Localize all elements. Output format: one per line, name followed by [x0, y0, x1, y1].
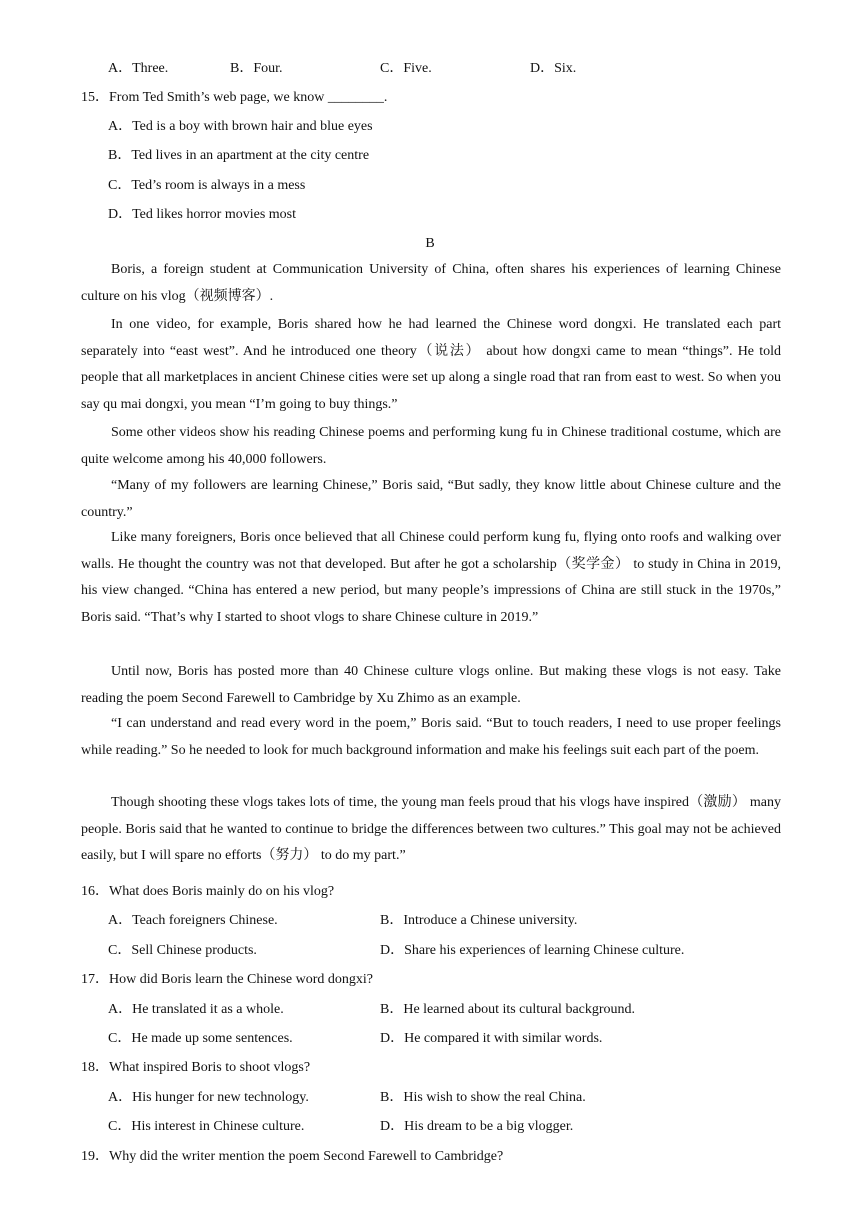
q18-option-d[interactable]: D．His dream to be a big vlogger.: [380, 1119, 574, 1134]
q14-option-b[interactable]: B．Four.: [230, 61, 283, 76]
passage-paragraph-4: “Many of my followers are learning Chinese,” Boris said, “But sadly, they know little about Chinese culture and the country.”: [81, 478, 781, 520]
q14-option-c[interactable]: C．Five.: [380, 61, 432, 76]
q15-option-b[interactable]: B．Ted lives in an apartment at the city centre: [108, 148, 370, 163]
q18-option-b[interactable]: B．His wish to show the real China.: [380, 1090, 586, 1105]
q18-option-a[interactable]: A．His hunger for new technology.: [108, 1090, 309, 1105]
q17-option-b[interactable]: B．He learned about its cultural background.: [380, 1002, 636, 1017]
q18-option-c[interactable]: C．His interest in Chinese culture.: [108, 1119, 305, 1134]
passage-paragraph-3: Some other videos show his reading Chinese poems and performing kung fu in Chinese traditional costume, which are quite welcome among his 40,000 followers.: [81, 425, 781, 467]
q14-option-a[interactable]: A．Three.: [108, 61, 169, 76]
q16-option-d[interactable]: D．Share his experiences of learning Chinese culture.: [380, 943, 685, 958]
q15-option-c[interactable]: C．Ted’s room is always in a mess: [108, 178, 306, 193]
q17-option-d[interactable]: D．He compared it with similar words.: [380, 1031, 603, 1046]
q17-option-a[interactable]: A．He translated it as a whole.: [108, 1002, 284, 1017]
q14-option-d[interactable]: D．Six.: [530, 61, 577, 76]
q15-option-a[interactable]: A．Ted is a boy with brown hair and blue eyes: [108, 119, 373, 134]
section-label: B: [425, 236, 435, 251]
q16-option-b[interactable]: B．Introduce a Chinese university.: [380, 913, 578, 928]
q17-stem: 17．How did Boris learn the Chinese word dongxi?: [81, 972, 374, 987]
passage-paragraph-8: Though shooting these vlogs takes lots of time, the young man feels proud that his vlogs have inspired（激励） many people. Boris said that he wanted to continue to bridge the differences between two cultures.” This goal may not be achieved easily, but I will spare no efforts（努力） to do my part.”: [81, 795, 781, 863]
q15-stem: 15．From Ted Smith’s web page, we know ________.: [81, 90, 388, 105]
q17-option-c[interactable]: C．He made up some sentences.: [108, 1031, 293, 1046]
passage-paragraph-6: Until now, Boris has posted more than 40 Chinese culture vlogs online. But making these vlogs is not easy. Take reading the poem Second Farewell to Cambridge by Xu Zhimo as an example.: [81, 664, 781, 706]
q18-stem: 18．What inspired Boris to shoot vlogs?: [81, 1060, 311, 1075]
passage-paragraph-2: In one video, for example, Boris shared how he had learned the Chinese word dongxi. He translated each part separately into “east west”. And he introduced one theory（说法） about how dongxi came to mean “things”. He told people that all marketplaces in ancient Chinese cities were set up along a single road that ran from east to west. So when you say qu mai dongxi, you mean “I’m going to buy things.”: [81, 317, 781, 412]
passage-paragraph-7: “I can understand and read every word in the poem,” Boris said. “But to touch readers, I need to use proper feelings while reading.” So he needed to look for much background information and make his feelings suit each part of the poem.: [81, 716, 781, 758]
passage-paragraph-1: Boris, a foreign student at Communication University of China, often shares his experiences of learning Chinese culture on his vlog（视频博客）.: [81, 262, 781, 304]
q16-option-a[interactable]: A．Teach foreigners Chinese.: [108, 913, 278, 928]
q19-stem: 19．Why did the writer mention the poem Second Farewell to Cambridge?: [81, 1149, 504, 1164]
passage-paragraph-5: Like many foreigners, Boris once believed that all Chinese could perform kung fu, flying onto roofs and walking over walls. He thought the country was not that developed. But after he got a scholarship（奖学金） to study in China in 2019, his view changed. “China has entered a new period, but many people’s impressions of China are still stuck in the 1970s,” Boris said. “That’s why I started to shoot vlogs to share Chinese culture in 2019.”: [81, 530, 781, 625]
q16-option-c[interactable]: C．Sell Chinese products.: [108, 943, 257, 958]
q15-option-d[interactable]: D．Ted likes horror movies most: [108, 207, 296, 222]
q16-stem: 16．What does Boris mainly do on his vlog?: [81, 884, 335, 899]
